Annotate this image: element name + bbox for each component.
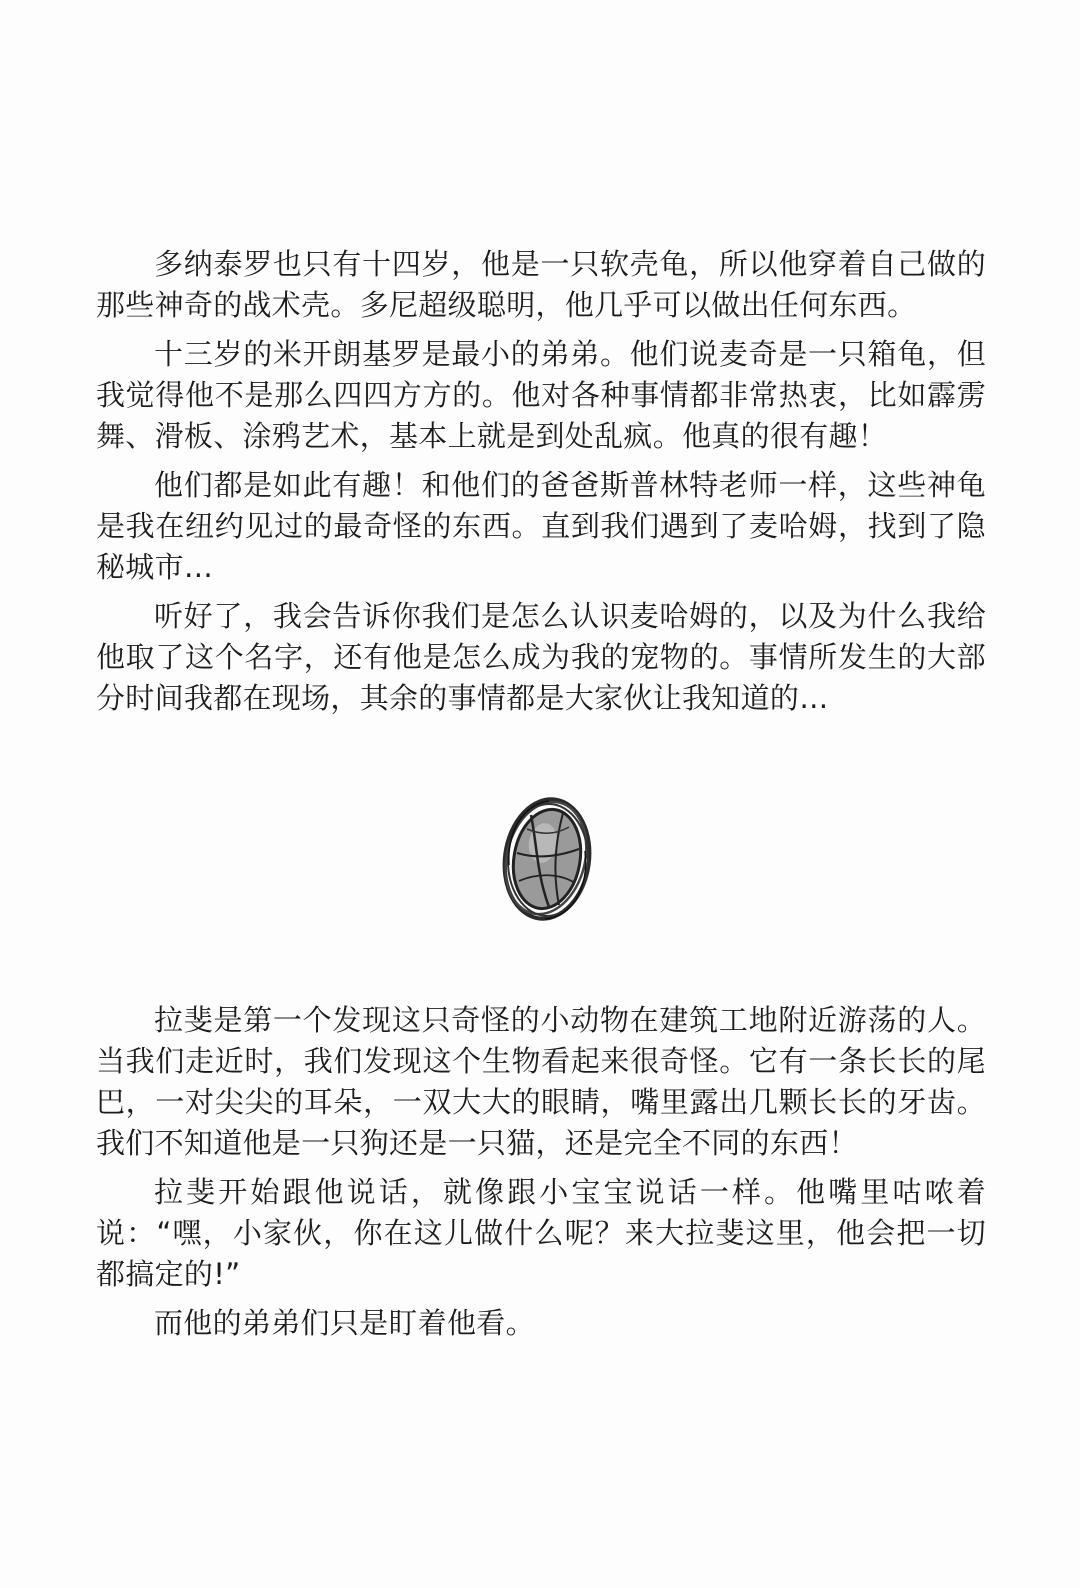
paragraph: 听好了，我会告诉你我们是怎么认识麦哈姆的，以及为什么我给他取了这个名字，还有他是怎么成为我的宠物的。事情所发生的大部分时间我都在现场，其余的事情都是大家伙让我知道的… xyxy=(96,599,986,715)
paragraph: 拉斐是第一个发现这只奇怪的小动物在建筑工地附近游荡的人。当我们走近时，我们发现这个生物看起来很奇怪。它有一条长长的尾巴，一对尖尖的耳朵，一双大大的眼睛，嘴里露出几颗长长的牙齿。我们不知道他是一只狗还是一只猫，还是完全不同的东西！ xyxy=(96,1003,986,1160)
paragraph: 多纳泰罗也只有十四岁，他是一只软壳龟，所以他穿着自己做的那些神奇的战术壳。多尼超级聪明，他几乎可以做出任何东西。 xyxy=(96,247,986,322)
bottom-text-block xyxy=(96,1000,986,1352)
paragraph: 十三岁的米开朗基罗是最小的弟弟。他们说麦奇是一只箱龟，但我觉得他不是那么四四方方的。他对各种事情都非常热衷，比如霹雳舞、滑板、涂鸦艺术，基本上就是到处乱疯。他真的很有趣！ xyxy=(96,337,986,453)
paragraph: 而他的弟弟们只是盯着他看。 xyxy=(154,1306,535,1340)
turtle-shell-icon-graphic xyxy=(497,795,597,925)
paragraph: 拉斐开始跟他说话，就像跟小宝宝说话一样。他嘴里咕哝着说：“嘿，小家伙，你在这儿做什么呢？来大拉斐这里，他会把一切都搞定的!” xyxy=(96,1175,986,1291)
paragraph: 他们都是如此有趣！和他们的爸爸斯普林特老师一样，这些神龟是我在纽约见过的最奇怪的东西。直到我们遇到了麦哈姆，找到了隐秘城市… xyxy=(96,468,986,584)
top-text-block xyxy=(96,244,986,727)
turtle-shell-icon xyxy=(497,795,597,925)
